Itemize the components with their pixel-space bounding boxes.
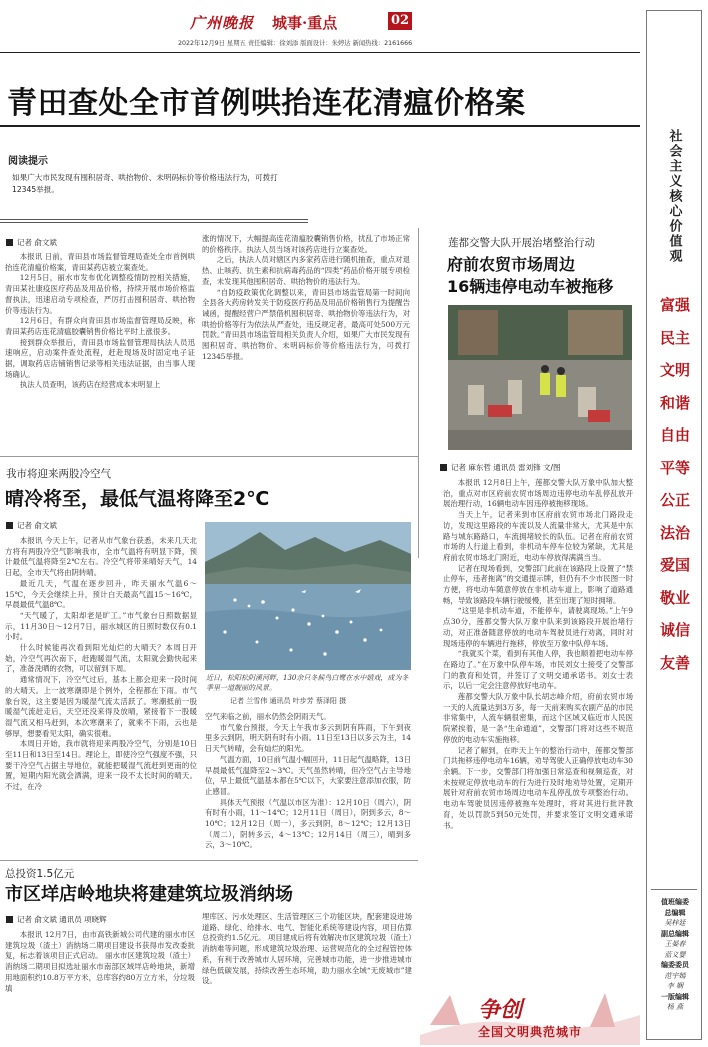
- weather-col-1: [5, 536, 197, 793]
- street-scene-image: [448, 305, 632, 450]
- traffic-byline-text: 记者 麻东哲 通讯员 雷刘锋 文/图: [451, 463, 561, 472]
- paragraph: 本报讯 今天上午，记者从市气象台获悉，未来几天北方将有两股冷空气影响我市，全市气温将有明显下降，预计最低气温将降至2℃左右。冷空气将带来晴好天气，14日起，全市天气将由阴转晴。: [5, 536, 197, 578]
- sidebar-staff-rule: [651, 889, 697, 890]
- staff-name: 蓝义婴: [664, 950, 686, 959]
- garbage-kicker: 总投资1.5亿元: [5, 868, 75, 880]
- traffic-kicker: 莲都交警大队开展治堵整治行动: [448, 237, 595, 249]
- core-value: 富强: [659, 296, 690, 314]
- core-value: 敬业: [659, 588, 690, 607]
- banner-title: 争创: [478, 997, 523, 1023]
- garbage-rule: [0, 860, 418, 861]
- sidebar: [646, 10, 702, 1040]
- paragraph: 什么时候能再次看到阳光灿烂的大晴天？本周日开始，冷空气再次南下，赶跑暖湿气流，太阳就会勤快起来了，准备洗晒的衣物，可以留到下周。: [5, 643, 197, 674]
- traffic-headline-2: 16辆违停电动车被拖移: [447, 277, 614, 296]
- paragraph: 气温方面，10日前气温小幅回升，11日起气温略降，13日早晨最低气温降至2～3℃。天气虽然转晴，但冷空气占主导地位，早上最低气温基本都在5℃以下，大家要注意添加衣服，防止感冒。: [205, 754, 411, 796]
- weather-byline: [6, 520, 57, 531]
- civility-banner: [420, 985, 640, 1045]
- paragraph: 执法人员查明，该药店在经营成本未明显上: [19, 380, 161, 390]
- reading-tip-label: 阅读提示: [8, 156, 48, 167]
- paragraph: 12月5日，丽水市发布优化调整疫情防控相关措施，青田某社康疫医疗药品及用品价格，持续开展市场价格监督执法，迅速启动专项检查，严厉打击囤积居奇、哄抬物价等违法行为。: [5, 273, 195, 315]
- paragraph: 莲都交警大队万象中队长胡志峰介绍，府前农贸市场一天的人流量达到3万多，每一天前来购买农副产品的市民非常集中，人流车辆很密集，而这个区域又临近市人民医院紧挨着，是一条“生命通道”，交警部门将对这些不规范停放的电动车实施拖移。: [443, 692, 633, 744]
- paragraph: “这里是非机动车道，不能停车，请驶离现场。”上午9点30分，莲都交警大队万象中队来到该路段开展治堵行动，对正准备随意停放的电动车驾驶员进行劝离，同时对现场违停的车辆进行拖移，停放至万象中队停车场。: [443, 606, 633, 648]
- masthead-section: 城事·重点: [272, 14, 338, 32]
- weather-photo: [205, 522, 411, 670]
- masthead: [190, 10, 450, 36]
- paragraph: 通常情况下，冷空气过后，基本上都会迎来一段时间的大晴天。上一波寒潮即是个例外，全程都在下雨。市气象台说，这主要是因为暖湿气流太活跃了。寒潮抵前一股暖湿气流赶走后，天空还没来得及放晴，紧接着下一股暖湿气流又相马赶到，本次寒潮来了，就乘不下雨，云也是够厚，想要看见太阳，确实很难。: [5, 675, 197, 738]
- traffic-headline-1: 府前农贸市场周边: [447, 255, 576, 274]
- sidebar-motto: 社会主义核心价值观: [666, 129, 682, 264]
- lead-byline-text: 记者 俞文斌: [17, 238, 57, 247]
- weather-photo-caption: 近日，松阳松阴溪河畔，130余只冬候鸟白鹭在水中嬉戏，成为冬季里一道靓丽的风景。: [206, 674, 409, 692]
- staff-list: [647, 897, 703, 1013]
- paragraph: “自防疫政策优化调整以来，青田县市场监管局第一时间向全县各大药房转发关于防疫医疗药品及用品价格销售行为提醒告诫函，提醒经营户严禁借机囤积居奇、哄抬物价等违法行为，对哄抬价格等行为依法从严查处，违反规定者，最高可处500万元罚款。”青田县市场监管局相关负责人介绍，如果广大市民发现有囤积居奇、哄抬物价、未明码标价等价格违法行为，可拨打12345举报。: [202, 287, 410, 361]
- paragraph: 12月6日，有群众向青田县市场监督管理局反映，称青田某药店连花清瘟胶囊销售价格比平时上涨很多。: [5, 316, 195, 336]
- masthead-meta: 2022年12月9日 星期五 责任编辑：徐刘添 版面设计：朱婷达 新闻热线：2161666: [178, 40, 413, 47]
- staff-name: 吴梓廷: [664, 919, 686, 927]
- masthead-rule: [0, 52, 640, 53]
- paragraph: 本周日开始，我市就将迎来两股冷空气，分别是10日至11日和13日至14日。理论上，即使冷空气强度不强，只要干冷空气占据主导地位，就能把暖湿气流赶到更南的位置，短期内阳光就会洒满，迎来一段不太长时间的晴天。不过，在冷: [5, 739, 197, 792]
- masthead-logo: 广州晚报: [190, 14, 255, 32]
- paragraph: 记者了解到，在昨天上午的整治行动中，莲都交警部门共拖移违停电动车16辆，劝导驾驶人正确停放电动车30余辆。下一步，交警部门将加强日常巡查和视频巡查，对未按规定停放电动车的行为进行及时地劝导处置，定期开展针对府前农贸市场周边电动车乱停乱放专项整治行动。电动车驾驶员因违停被拖车处理时，将对其进行批评教育，处以罚款5到50元处罚，并要求签订文明交通承诺书。: [443, 745, 633, 830]
- sidebar-motto-box: [651, 129, 697, 279]
- lead-col-1: [5, 252, 195, 391]
- lead-col-2: [202, 234, 410, 362]
- weather-headline: 晴冷将至，最低气温将降至2℃: [5, 488, 270, 510]
- paragraph: 最近几天，气温在逐步回升，昨天丽水气温6～15℃，今天会继续上升，预计白天最高气温15～16℃，早晨最低气温8℃。: [5, 578, 197, 610]
- weather-kicker: 我市将迎来两股冷空气: [6, 468, 111, 480]
- page-number: 02: [388, 12, 412, 30]
- weather-photo-credit: 记者 兰雪伟 通讯员 叶步芳 蔡泽阳 摄: [230, 697, 347, 705]
- lead-rule-3: [0, 222, 308, 223]
- staff-role: 副总编辑: [661, 929, 689, 938]
- staff-role: 总编辑: [664, 908, 686, 917]
- garbage-col-1: [5, 930, 195, 1042]
- staff-name: 杨 燕: [666, 1003, 684, 1011]
- staff-role: 值班编委: [661, 898, 689, 906]
- paragraph: 具体天气预报（气温以市区为准）：12月10日（周六），阴有时有小雨，11～14℃；12月11日（周日），阴到多云，8～10℃；12月12日（周一），多云到阴，8～12℃；12月13日（周二），阴转多云，4～13℃；12月14日（周三），晴到多云，3～10℃。: [205, 797, 411, 850]
- weather-col-2: [205, 712, 411, 851]
- lead-rule-2: [0, 219, 308, 220]
- paragraph: 当天上午，记者来到市区府前农贸市场北门路段走访，发现这里路段的车流以及人流量非常大，尤其是中东路与城东路路口，车流拥堵较长的队伍。记者在府前农贸市场的人行道上看到，非机动车停车位较为紧缺，尤其是府前农贸市场北门附近，电动车停放得满满当当。: [443, 510, 633, 562]
- staff-name: 王晏春: [664, 940, 686, 948]
- paragraph: 接到群众举报后，青田县市场监督管理局执法人员迅速响应，启动案件查处流程，赶赴现场及时固定电子证据，调取药店店铺销售记录等相关违法证据，由当事人现场确认。: [5, 337, 195, 379]
- paragraph: “我就买个菜，看到有其他人停，我也顺着把电动车停在路边了。”在万象中队停车场，市民刘女士接受了交警部门的教育和处罚，并签订了文明交通承诺书。刘女士表示，以后一定会注意停放好电动车。: [443, 649, 633, 691]
- core-value: 诚信: [659, 621, 690, 639]
- core-value: 爱国: [659, 556, 690, 574]
- core-value: 文明: [659, 361, 690, 379]
- paragraph: 本报讯 12月8日上午，莲都交警大队万象中队加大整治，重点对市区府前农贸市场周边违停电动车乱停乱放开展治理行动，16辆电动车因违停被拖移现场。: [443, 478, 633, 509]
- column-divider: [418, 228, 419, 558]
- traffic-body: [443, 478, 633, 831]
- weather-byline-text: 记者 俞文斌: [17, 521, 57, 530]
- paragraph: 市气象台预报，今天上午我市多云到阴有阵雨，下午到夜里多云到阴，明天阴有时有小雨。11日至13日以多云为主，14日天气转晴，会有灿烂的阳光。: [205, 722, 411, 754]
- garbage-headline: 市区垟店岭地块将建建筑垃圾消纳场: [5, 884, 293, 905]
- core-value: 自由: [659, 426, 690, 444]
- garbage-byline-text: 记者 俞文斌 通讯员 项晓辉: [17, 915, 107, 924]
- lead-headline: 青田查处全市首例哄抬连花清瘟价格案: [7, 86, 526, 121]
- weather-rule: [0, 456, 418, 457]
- staff-role: 编委委员: [661, 961, 689, 969]
- sidebar-values: [647, 289, 703, 679]
- paragraph: 埋库区、污水处理区、生活管理区三个功能区块，配套建设进场道路、绿化、给排水、电气、智能化系统等建设内容，项目估算总投资约1.5亿元。 项目建成后将有效解决市区建筑垃圾（渣土）消纳难等问题，形成建筑垃圾治理、运营规范化的全过程管控体系，有利于改善城市人居环境，完善城市功能，进一步推进城市绿色低碳发展，持续改善生态环境，助力丽水全域“无废城市”建设。: [202, 912, 412, 986]
- garbage-byline: [6, 914, 107, 925]
- paragraph: 本报讯 12月7日，由市高铁新城公司代建的丽水市区建筑垃圾（渣土）消纳场二期项目建设书获得市发改委批复，标志着该项目正式启动。 丽水市区建筑垃圾（渣土）消纳场二期项目拟选址丽水市南部区域垟店岭地块，新增用地面积约10.8万平方米，总库容约80万立方米，分垃圾填: [5, 930, 195, 993]
- core-value: 民主: [659, 328, 690, 347]
- banner-subtitle: 全国文明典范城市: [478, 1025, 583, 1039]
- staff-name: 李 娴: [666, 982, 684, 990]
- staff-name: 范宇嫣: [664, 971, 686, 980]
- core-value: 和谐: [659, 393, 690, 412]
- traffic-byline: [440, 462, 561, 473]
- core-value: 公正: [659, 491, 690, 509]
- core-value: 友善: [659, 653, 690, 672]
- lead-byline: [6, 237, 57, 248]
- core-value: 平等: [659, 458, 690, 477]
- paragraph: 本报讯 日前，青田县市场监督管理局查处全市首例哄抬连花清瘟价格案，青田某药店被立案查处。: [5, 252, 195, 272]
- paragraph: “天气暖了，太阳却老是旷工。”市气象台日照数据显示，11月30日～12月7日，丽水城区的日照时数仅有0.1小时。: [5, 610, 197, 642]
- paragraph: 之后，执法人员对辖区内多家药店进行随机抽查，重点对退热、止咳药、抗生素和抗病毒药品的“四类”药品价格开展专项检查，未发现其他囤积居奇、哄抬物价的违法行为。: [202, 255, 410, 286]
- lake-egret-image: [205, 522, 411, 670]
- traffic-photo: [448, 305, 632, 450]
- garbage-col-2: [202, 912, 412, 1042]
- lead-rule: [0, 125, 640, 127]
- core-value: 法治: [659, 523, 690, 542]
- paragraph: 空气来临之前，丽水仍然会阴雨天气。: [205, 712, 331, 721]
- paragraph: 记者在现场看到，交警部门此前在该路段上设置了“禁止停车，违者拖离”的交通提示牌，但仍有不少市民图一时方便，将电动车随意停放在非机动车道上，影响了道路通畅，导致该路段车辆行驶缓慢，甚至出现了短时拥堵。: [443, 563, 633, 605]
- reading-tip: 如果广大市民发现有囤积居奇、哄抬物价、未明码标价等价格违法行为，可拨打12345举报。: [12, 173, 278, 194]
- paragraph: 涨的情况下，大幅提高连花清瘟胶囊销售价格，扰乱了市场正常的价格秩序。执法人员当场对该药店进行立案查处。: [202, 234, 410, 254]
- staff-role: 一版编辑: [661, 992, 689, 1001]
